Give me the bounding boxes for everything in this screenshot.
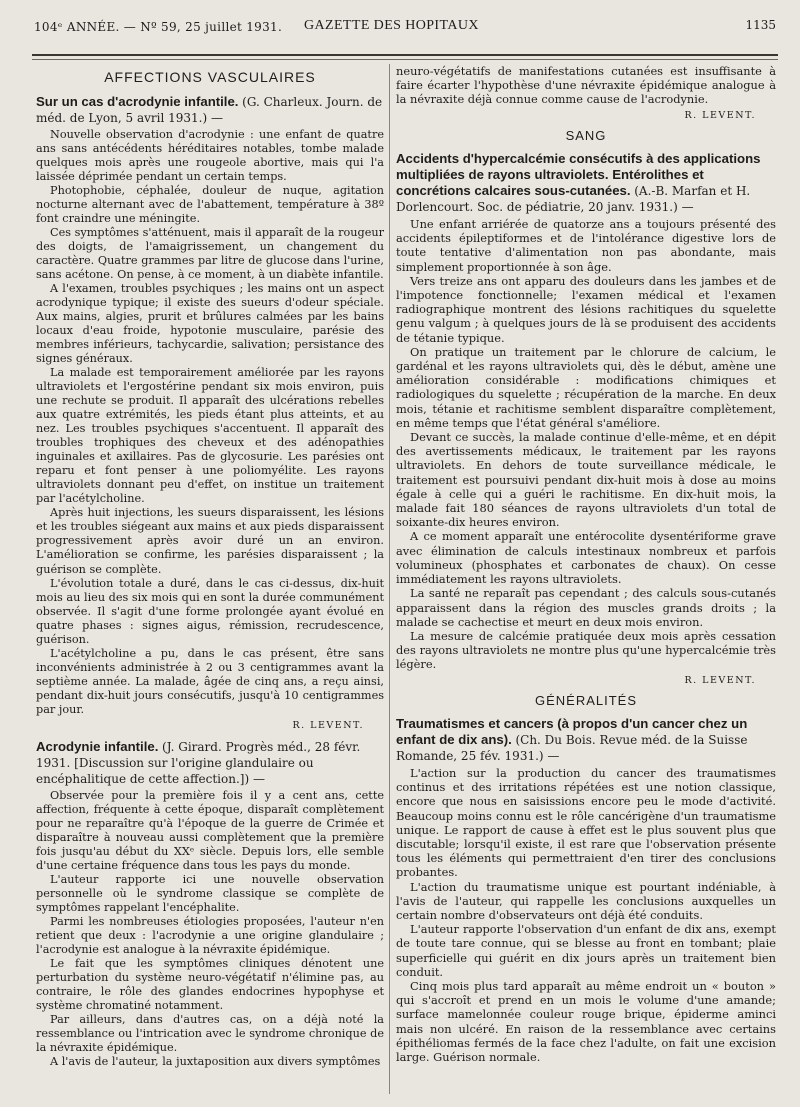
- paragraph: A ce moment apparaît une entérocolite dysentériforme grave avec élimination de calculs intestinaux nombreux et parfois volumineux (phosphates et carbonates de chaux). On cesse immédiatement les rayons ultraviolets.: [396, 529, 776, 587]
- paragraph: L'auteur rapporte l'observation d'un enfant de dix ans, exempt de toute tare connue, qui se blesse au front en tombant; plaie superficielle qui guérit en dix jours après un traitement bien conduit.: [396, 922, 776, 979]
- article-hypercalcemie: [396, 151, 776, 688]
- article-heading: [396, 151, 776, 215]
- author-signature: R. LEVENT.: [684, 109, 756, 121]
- paragraph: Observée pour la première fois il y a cent ans, cette affection, fréquente à cette époque, disparaît complètement pour ne reparaître qu'à l'époque de la guerre de Crimée et disparaître à nouveau aussi complètement que la première fois jusqu'au début du XXᵉ siècle. Depuis lors, elle semble d'une certaine fréquence dans tous les pays du monde.: [36, 788, 384, 872]
- paragraph: Le fait que les symptômes cliniques dénotent une perturbation du système neuro-végétatif n'élimine pas, au contraire, le rôle des glandes endocrines hypophyse et système chromatiné notamment.: [36, 956, 384, 1012]
- page-number: 1135: [745, 18, 776, 32]
- article-heading: [36, 94, 384, 126]
- article-reference: (Ch. Du Bois. Revue méd. de la Suisse Romande, 25 fév. 1931.) —: [396, 732, 748, 763]
- article-heading: [36, 739, 384, 787]
- article-title: Accidents d'hypercalcémie consécutifs à des applications multipliées de rayons ultraviolets. Entérolithes et concrétions calcaires sous-cutanées.: [396, 151, 761, 199]
- right-column: [396, 64, 776, 1064]
- left-column: [36, 64, 384, 1069]
- header-rule-thin: [32, 59, 778, 60]
- paragraph: L'acétylcholine a pu, dans le cas présent, être sans inconvénients administrée à 2 ou 3 centigrammes avant la septième année. La malade, âgée de cinq ans, a reçu ainsi, pendant dix-huit jours consécutifs, jusqu'à 10 centigrammes par jour.: [36, 646, 384, 716]
- paragraph: On pratique un traitement par le chlorure de calcium, le gardénal et les rayons ultraviolets qui, dès le début, amène une amélioration considérable : modifications chimiques et radiologiques du squelette ; récupération de la marche. En deux mois, tétanie et rachitisme semblent disparaître complètement, en même temps que l'état général s'améliore.: [396, 344, 776, 430]
- article-acrodynie-girard: [36, 739, 384, 1069]
- paragraph: L'action sur la production du cancer des traumatismes continus et des irritations répétées est une notion classique, encore que nous en saisissions encore peu le mode d'activité. Beaucoup moins connu est le rôle cancérigène d'un traumatisme unique. Le rapport de cause à effet est le plus souvent plus que discutable; lorsqu'il existe, il est rare que l'observation présente tous les éléments qui permettraient d'en tirer des conclusions probantes.: [396, 765, 776, 880]
- paragraph: L'action du traumatisme unique est pourtant indéniable, à l'avis de l'auteur, qui rappelle les conclusions auxquelles un certain nombre d'observateurs ont déjà été conduits.: [396, 879, 776, 922]
- article-title: Acrodynie infantile.: [36, 738, 159, 754]
- header-rule: [32, 54, 778, 56]
- article-reference: (J. Girard. Progrès méd., 28 févr. 1931. [Discussion sur l'origine glandulaire ou encéphalitique de cette affection.]) —: [36, 739, 361, 786]
- paragraph: L'évolution totale a duré, dans le cas ci-dessus, dix-huit mois au lieu des six mois qui en sont la durée communément observée. Il s'agit d'une forme prolongée ayant évolué en quatre phases : signes aigus, rémission, recrudescence, guérison.: [36, 576, 384, 646]
- paragraph: Nouvelle observation d'acrodynie : une enfant de quatre ans sans antécédents héréditaires notables, tombe malade quelques mois après une rougeole abortive, mais qui l'a laissée déprimée pendant un certain temps.: [36, 128, 384, 184]
- issue-line: 104ᵉ ANNÉE. — Nº 59, 25 juillet 1931.: [34, 20, 283, 34]
- paragraph: Vers treize ans ont apparu des douleurs dans les jambes et de l'impotence fonctionnelle; l'examen médical et l'examen radiographique montrent des lésions rachitiques du squelette genu valgum ; à quelques jours de là se produisent des accidents de tétanie typique.: [396, 273, 776, 345]
- page-header: [34, 14, 782, 42]
- paragraph: Après huit injections, les sueurs disparaissent, les lésions et les troubles siégeant aux mains et aux pieds disparaissent progressivement après avoir duré un an environ. L'amélioration se confirme, les parésies disparaissent ; la guérison se complète.: [36, 506, 384, 576]
- article-title: Traumatismes et cancers (à propos d'un cancer chez un enfant de dix ans).: [396, 715, 748, 747]
- paragraph: A l'avis de l'auteur, la juxtaposition aux divers symptômes: [50, 1054, 381, 1068]
- section-heading: AFFECTIONS VASCULAIRES: [104, 69, 316, 85]
- paragraph-continued: neuro-végétatifs de manifestations cutanées est insuffisante à faire écarter l'hypothèse d'une névraxite épidémique analogue à la névraxite déjà connue comme cause de l'acrodynie.: [396, 64, 776, 107]
- paragraph: La mesure de calcémie pratiquée deux mois après cessation des rayons ultraviolets ne montre plus qu'une hypercalcémie très légère.: [396, 628, 776, 672]
- article-reference: (G. Charleux. Journ. de méd. de Lyon, 5 avril 1931.) —: [36, 95, 383, 126]
- paragraph: L'auteur rapporte ici une nouvelle observation personnelle où le syndrome classique se complète de symptômes rappelant l'encéphalite.: [36, 872, 384, 914]
- author-signature: R. LEVENT.: [684, 674, 756, 686]
- paragraph: Cinq mois plus tard apparaît au même endroit un « bouton » qui s'accroît et prend en un mois le volume d'une amande; surface mamelonnée couleur rouge brique, épiderme aminci mais non ulcéré. En raison de la ressemblance avec certains épithéliomas fermés de la face chez l'adulte, on fait une excision large. Guérison normale.: [396, 978, 776, 1064]
- paragraph: Parmi les nombreuses étiologies proposées, l'auteur n'en retient que deux : l'acrodynie a une origine glandulaire ; l'acrodynie est analogue à la névraxite épidémique.: [36, 914, 384, 956]
- article-title: Sur un cas d'acrodynie infantile.: [36, 94, 239, 110]
- section-heading: SANG: [565, 127, 607, 143]
- article-reference: (A.-B. Marfan et H. Dorlencourt. Soc. de pédiatrie, 20 janv. 1931.) —: [396, 184, 751, 215]
- paragraph: Devant ce succès, la malade continue d'elle-même, et en dépit des avertissements médicaux, le traitement par les rayons ultraviolets. En dehors de toute surveillance médicale, le traitement est poursuivi pendant dix-huit mois à dose au moins égale à celle qui a guéri le rachitisme. En dix-huit mois, la malade fait 180 séances de rayons ultraviolets d'un total de soixante-dix heures environ.: [396, 430, 776, 530]
- article-heading: [396, 716, 776, 764]
- paragraph: La santé ne reparaît pas cependant ; des calculs sous-cutanés apparaissent dans la région des muscles grands droits ; la malade se cachectise et meurt en deux mois environ.: [396, 586, 776, 629]
- paragraph: Ces symptômes s'atténuent, mais il apparaît de la rougeur des doigts, de l'amaigrissement, un changement du caractère. Quatre grammes par litre de glucose dans l'urine, sans acétone. On pense, à ce moment, à un diabète infantile.: [36, 226, 384, 282]
- column-divider: [389, 64, 390, 1094]
- section-heading: GÉNÉRALITÉS: [534, 692, 638, 708]
- paragraph: Photophobie, céphalée, douleur de nuque, agitation nocturne alternant avec de l'abattement, température à 38º font craindre une méningite.: [36, 184, 384, 226]
- article-traumatismes-cancers: [396, 716, 776, 1064]
- paragraph: A l'examen, troubles psychiques ; les mains ont un aspect acrodynique typique; il existe des sueurs d'odeur spéciale. Aux mains, algies, prurit et brûlures calmées par les bains locaux d'eau froide, hypotonie musculaire, parésie des membres inférieurs, tachycardie, salivation; persistance des signes généraux.: [36, 282, 384, 366]
- journal-title: GAZETTE DES HOPITAUX: [304, 18, 479, 33]
- paragraph: La malade est temporairement améliorée par les rayons ultraviolets et l'ergostérine pendant six mois environ, puis une rechute se produit. Il apparaît des ulcérations rebelles aux quatre extrémités, les pieds étant plus atteints, et au nez. Les troubles psychiques s'accentuent. Il apparaît des troubles trophiques des cheveux et des adénopathies inguinales et axillaires. Pas de glycosurie. Les parésies ont reparu et font penser à une poliomyélite. Les rayons ultraviolets donnant peu d'effet, on institue un traitement par l'acétylcholine.: [36, 366, 384, 506]
- author-signature: R. LEVENT.: [292, 719, 364, 731]
- paragraph: Une enfant arriérée de quatorze ans a toujours présenté des accidents épileptiformes et de l'intolérance digestive lors de toute tentative d'alimentation non pas abondante, mais simplement proportionnée à son âge.: [396, 217, 776, 274]
- paragraph: Par ailleurs, dans d'autres cas, on a déjà noté la ressemblance ou l'intrication avec le syndrome chronique de la névraxite épidémique.: [36, 1012, 384, 1054]
- article-acrodynie-charleux: [36, 94, 384, 733]
